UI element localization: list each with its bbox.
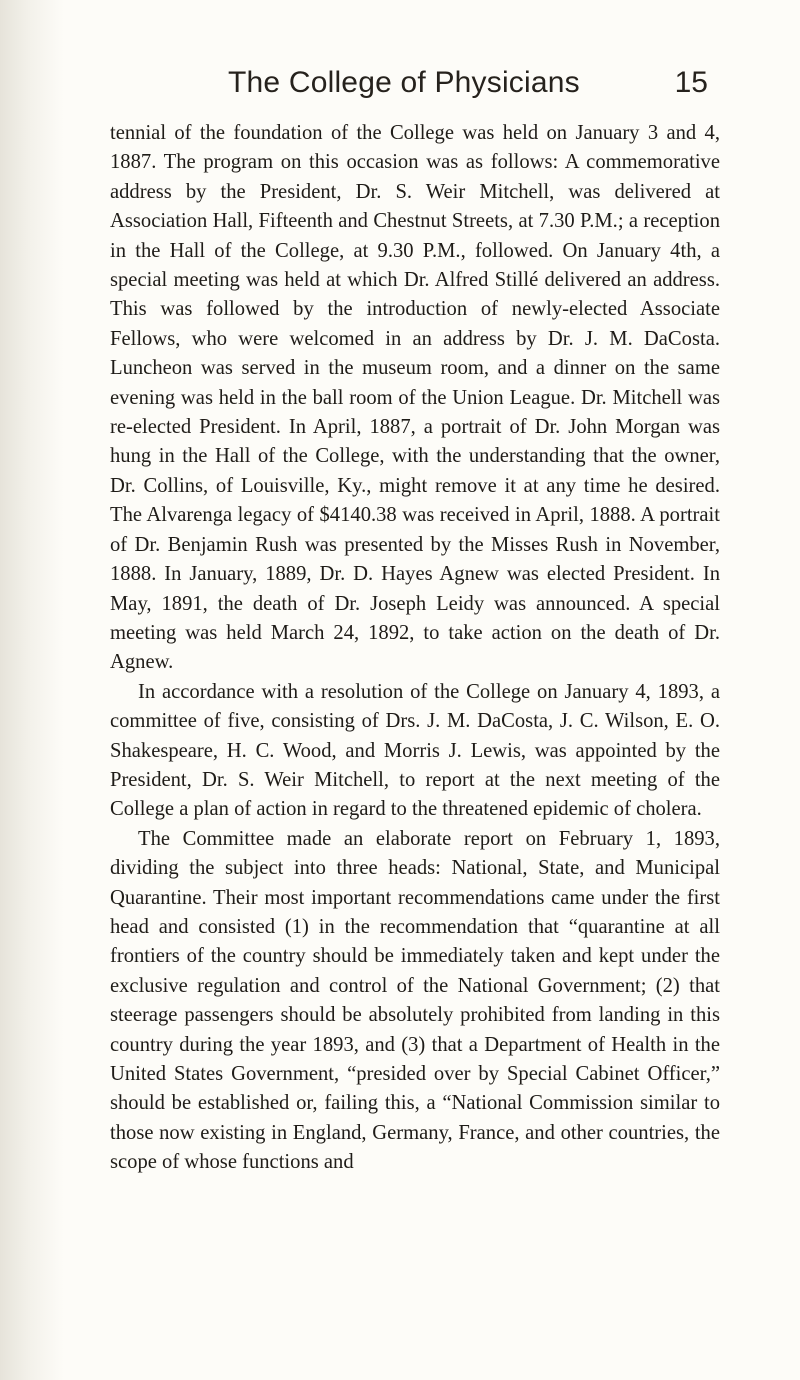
running-head — [0, 66, 800, 110]
running-title: The College of Physicians — [228, 66, 580, 99]
page-edge-shadow — [0, 0, 64, 1380]
paragraph-cholera-committee: In accordance with a resolution of the College on January 4, 1893, a committee of five, consisting of Drs. J. M. DaCosta, J. C. Wilson, E. O. Shakespeare, H. C. Wood, and Morris J. Lewis, was appointed by the President, Dr. S. Weir Mitchell, to report at the next meeting of the College a plan of action in regard to the threatened epidemic of cholera. — [110, 680, 720, 821]
page-number: 15 — [674, 66, 708, 99]
paragraph-centennial: tennial of the foundation of the College was held on January 3 and 4, 1887. The program on this occasion was as follows: A commemorative address by the President, Dr. S. Weir Mitchell, was delivered at Association Hall, Fifteenth and Chestnut Streets, at 7.30 P.M.; a reception in the Hall of the College, at 9.30 P.M., followed. On January 4th, a special meeting was held at which Dr. Alfred Stillé delivered an address. This was followed by the introduction of newly-elected Associate Fellows, who were welcomed in an address by Dr. J. M. DaCosta. Luncheon was served in the museum room, and a dinner on the same evening was held in the ball room of the Union League. Dr. Mitchell was re-elected President. In April, 1887, a portrait of Dr. John Morgan was hung in the Hall of the College, with the understanding that the owner, Dr. Collins, of Louisville, Ky., might remove it at any time he desired. The Alvarenga legacy of $4140.38 was received in April, 1888. A portrait of Dr. Benjamin Rush was presented by the Misses Rush in November, 1888. In January, 1889, Dr. D. Hayes Agnew was elected President. In May, 1891, the death of Dr. Joseph Leidy was announced. A special meeting was held March 24, 1892, to take action on the death of Dr. Agnew. — [110, 122, 720, 674]
paragraph-committee-report: The Committee made an elaborate report on February 1, 1893, dividing the subject into three heads: National, State, and Municipal Quarantine. Their most important recommendations came under the first head and consisted (1) in the recommendation that “quarantine at all frontiers of the country should be immediately taken and kept under the exclusive regulation and control of the National Government; (2) that steerage passengers should be absolutely prohibited from landing in this country during the year 1893, and (3) that a Department of Health in the United States Government, “presided over by Special Cabinet Officer,” should be established or, failing this, a “National Commission similar to those now existing in England, Germany, France, and other countries, the scope of whose functions and — [110, 827, 720, 1174]
body-text — [110, 119, 720, 1178]
